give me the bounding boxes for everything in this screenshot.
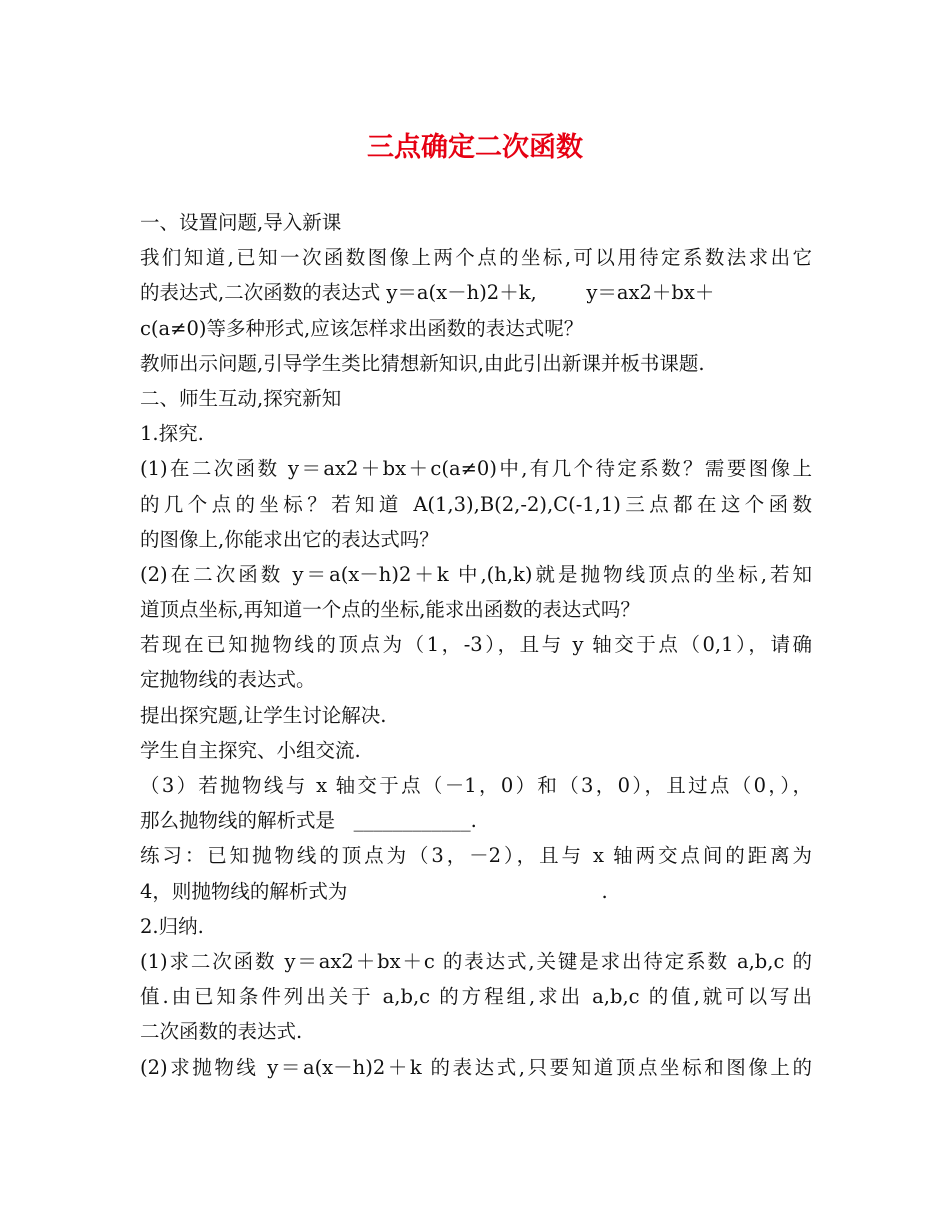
paragraph-line: 道顶点坐标,再知道一个点的坐标,能求出函数的表达式吗？	[140, 598, 640, 622]
section-heading-1: 一、设置问题,导入新课	[140, 211, 342, 234]
paragraph-line: 值.由已知条件列出关于 a,b,c 的方程组,求出 a,b,c 的值,就可以写出	[140, 985, 812, 1009]
section-heading-2: 二、师生互动,探究新知	[140, 386, 342, 410]
document-body	[140, 205, 812, 1085]
paragraph-line: 定抛物线的表达式。	[140, 668, 316, 692]
paragraph-line: c(a≠0)等多种形式,应该怎样求出函数的表达式呢？	[140, 316, 584, 340]
paragraph-line: (1)求二次函数 y＝ax2＋bx＋c 的表达式,关键是求出待定系数 a,b,c 的	[140, 949, 812, 973]
paragraph-line: (1)在二次函数 y＝ax2＋bx＋c(a≠0)中,有几个待定系数？需要图像上	[140, 457, 812, 481]
subsection-heading: 2.归纳.	[140, 914, 204, 938]
paragraph-line: 4，则抛物线的解析式为 .	[140, 879, 608, 903]
paragraph-line: 二次函数的表达式.	[140, 1020, 303, 1044]
paragraph-line: 学生自主探究、小组交流.	[140, 738, 361, 762]
subsection-heading: 1.探究.	[140, 422, 204, 446]
paragraph-line: 的图像上,你能求出它的表达式吗？	[140, 527, 439, 551]
paragraph-line: 提出探究题,让学生讨论解决.	[140, 703, 387, 727]
paragraph-line: 教师出示问题,引导学生类比猜想新知识,由此引出新课并板书课题.	[140, 351, 705, 375]
paragraph-line: 我们知道,已知一次函数图像上两个点的坐标,可以用待定系数法求出它	[140, 246, 812, 270]
paragraph-line: (2)在二次函数 y＝a(x－h)2＋k 中,(h,k)就是抛物线顶点的坐标,若知	[140, 562, 812, 586]
paragraph-line: 的几个点的坐标？若知道 A(1,3),B(2,-2),C(-1,1)三点都在这个函数	[140, 492, 812, 516]
paragraph-line: 的表达式,二次函数的表达式 y＝a(x－h)2＋k, y＝ax2＋bx＋	[140, 281, 715, 305]
document-title: 三点确定二次函数	[367, 132, 583, 163]
paragraph-line: 练习：已知抛物线的顶点为（3，－2），且与 x 轴两交点间的距离为	[140, 844, 812, 868]
paragraph-line: 若现在已知抛物线的顶点为（1，-3），且与 y 轴交于点（0,1），请确	[140, 633, 812, 657]
paragraph-line: （3）若抛物线与 x 轴交于点（－1，0）和（3，0），且过点（0，），	[140, 774, 812, 797]
paragraph-line: 那么抛物线的解析式是 ____________.	[140, 809, 477, 833]
paragraph-line: (2)求抛物线 y＝a(x－h)2＋k 的表达式,只要知道顶点坐标和图像上的	[140, 1055, 812, 1079]
